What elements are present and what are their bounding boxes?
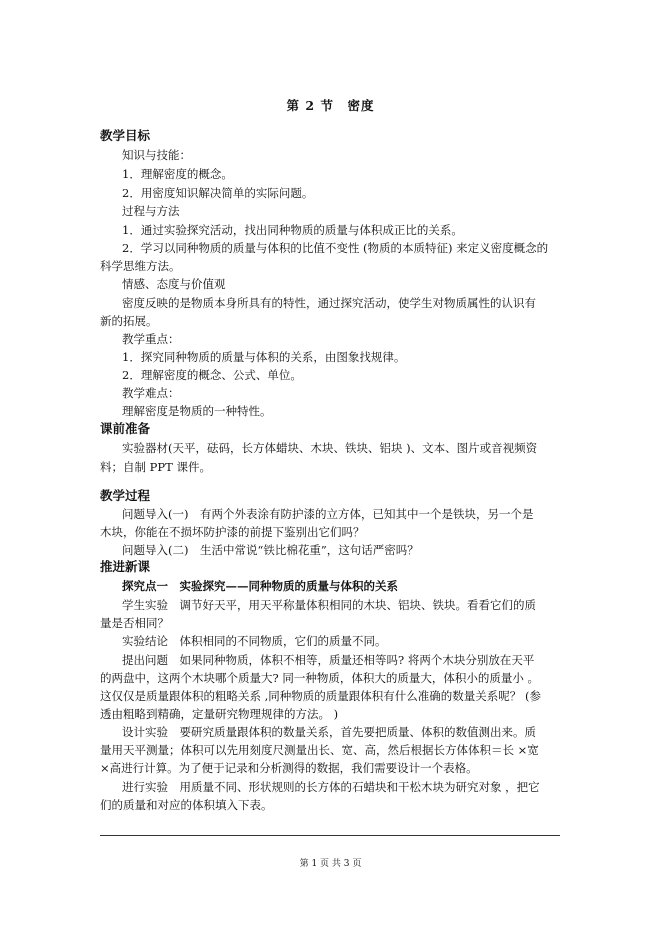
heading-teaching-goals: 教学目标 <box>100 128 151 143</box>
text-line: 的两盘中，这两个木块哪个质量大? 同一种物质，体积大的质量大，体积小的质量小 。 <box>100 671 539 685</box>
subheading-inquiry-point: 探究点一 实验探究——同种物质的质量与体积的关系 <box>122 579 398 593</box>
text-line: 量用天平测量；体积可以先用刻度尺测量出长、宽、高，然后根据长方体体积＝长 ×宽 <box>100 743 539 757</box>
text-line: 新的拓展。 <box>100 314 158 328</box>
text-line: 教学难点： <box>122 386 180 400</box>
text-line: 过程与方法 <box>122 204 180 218</box>
text-line: 2．用密度知识解决简单的实际问题。 <box>122 186 314 200</box>
text-line: 量是否相同？ <box>100 616 169 630</box>
heading-teaching-process: 教学过程 <box>100 488 151 503</box>
text-line: 1．探究同种物质的质量与体积的关系，由图象找规律。 <box>122 350 406 364</box>
text-line: 提出问题 如果同种物质，体积不相等，质量还相等吗? 将两个木块分别放在天平 <box>122 653 535 667</box>
heading-new-lesson: 推进新课 <box>100 559 151 574</box>
text-line: 进行实验 用质量不同、形状规则的长方体的石蜡块和干松木块为研究对象 ，把它 <box>122 780 540 794</box>
text-line: 1．理解密度的概念。 <box>122 167 233 181</box>
text-line: 问题导入(二) 生活中常说“铁比棉花重”，这句话严密吗？ <box>122 543 419 557</box>
page-title: 第 2 节 密度 <box>286 98 375 113</box>
text-line: 们的质量和对应的体积填入下表。 <box>100 798 273 812</box>
text-line: 教学重点： <box>122 332 180 346</box>
text-line: 情感、态度与价值观 <box>122 277 226 291</box>
text-line: 实验结论 体积相同的不同物质，它们的质量不同。 <box>122 634 387 648</box>
text-line: 木块，你能在不损坏防护漆的前提下鉴别出它们吗？ <box>100 525 365 539</box>
text-line: 实验器材(天平，砝码，长方体蜡块、木块、铁块、铝块 )、文本、图片或音视频资 <box>122 441 538 455</box>
footer-divider <box>100 835 560 836</box>
text-line: 2．学习以同种物质的质量与体积的比值不变性 (物质的本质特征) 来定义密度概念的 <box>122 241 549 255</box>
text-line: 设计实验 要研究质量跟体积的数量关系，首先要把质量、体积的数值测出来。质 <box>122 725 536 739</box>
text-line: 1．通过实验探究活动，找出同种物质的质量与体积成正比的关系。 <box>122 223 463 237</box>
text-line: 透由粗略到精确，定量研究物理规律的方法。 ) <box>100 707 339 721</box>
text-line: 科学思维方法。 <box>100 259 181 273</box>
text-line: 理解密度是物质的一种特性。 <box>122 404 272 418</box>
text-line: ×高进行计算。为了便于记录和分析测得的数据，我们需要设计一个表格。 <box>100 761 478 775</box>
heading-preparation: 课前准备 <box>100 421 151 436</box>
text-line: 学生实验 调节好天平，用天平称量体积相同的木块、铝块、铁块。看看它们的质 <box>122 598 536 612</box>
text-line: 知识与技能： <box>122 148 191 162</box>
text-line: 密度反映的是物质本身所具有的特性，通过探究活动，使学生对物质属性的认识有 <box>122 296 536 310</box>
text-line: 问题导入(一) 有两个外表涂有防护漆的立方体，已知其中一个是铁块，另一个是 <box>122 507 534 521</box>
text-line: 这仅仅是质量跟体积的粗略关系 ,同种物质的质量跟体积有什么准确的数量关系呢？ (参 <box>100 689 541 703</box>
text-line: 料；自制 PPT 课件。 <box>100 460 211 474</box>
page-number: 第 1 页 共 3 页 <box>299 859 362 869</box>
text-line: 2．理解密度的概念、公式、单位。 <box>122 368 302 382</box>
